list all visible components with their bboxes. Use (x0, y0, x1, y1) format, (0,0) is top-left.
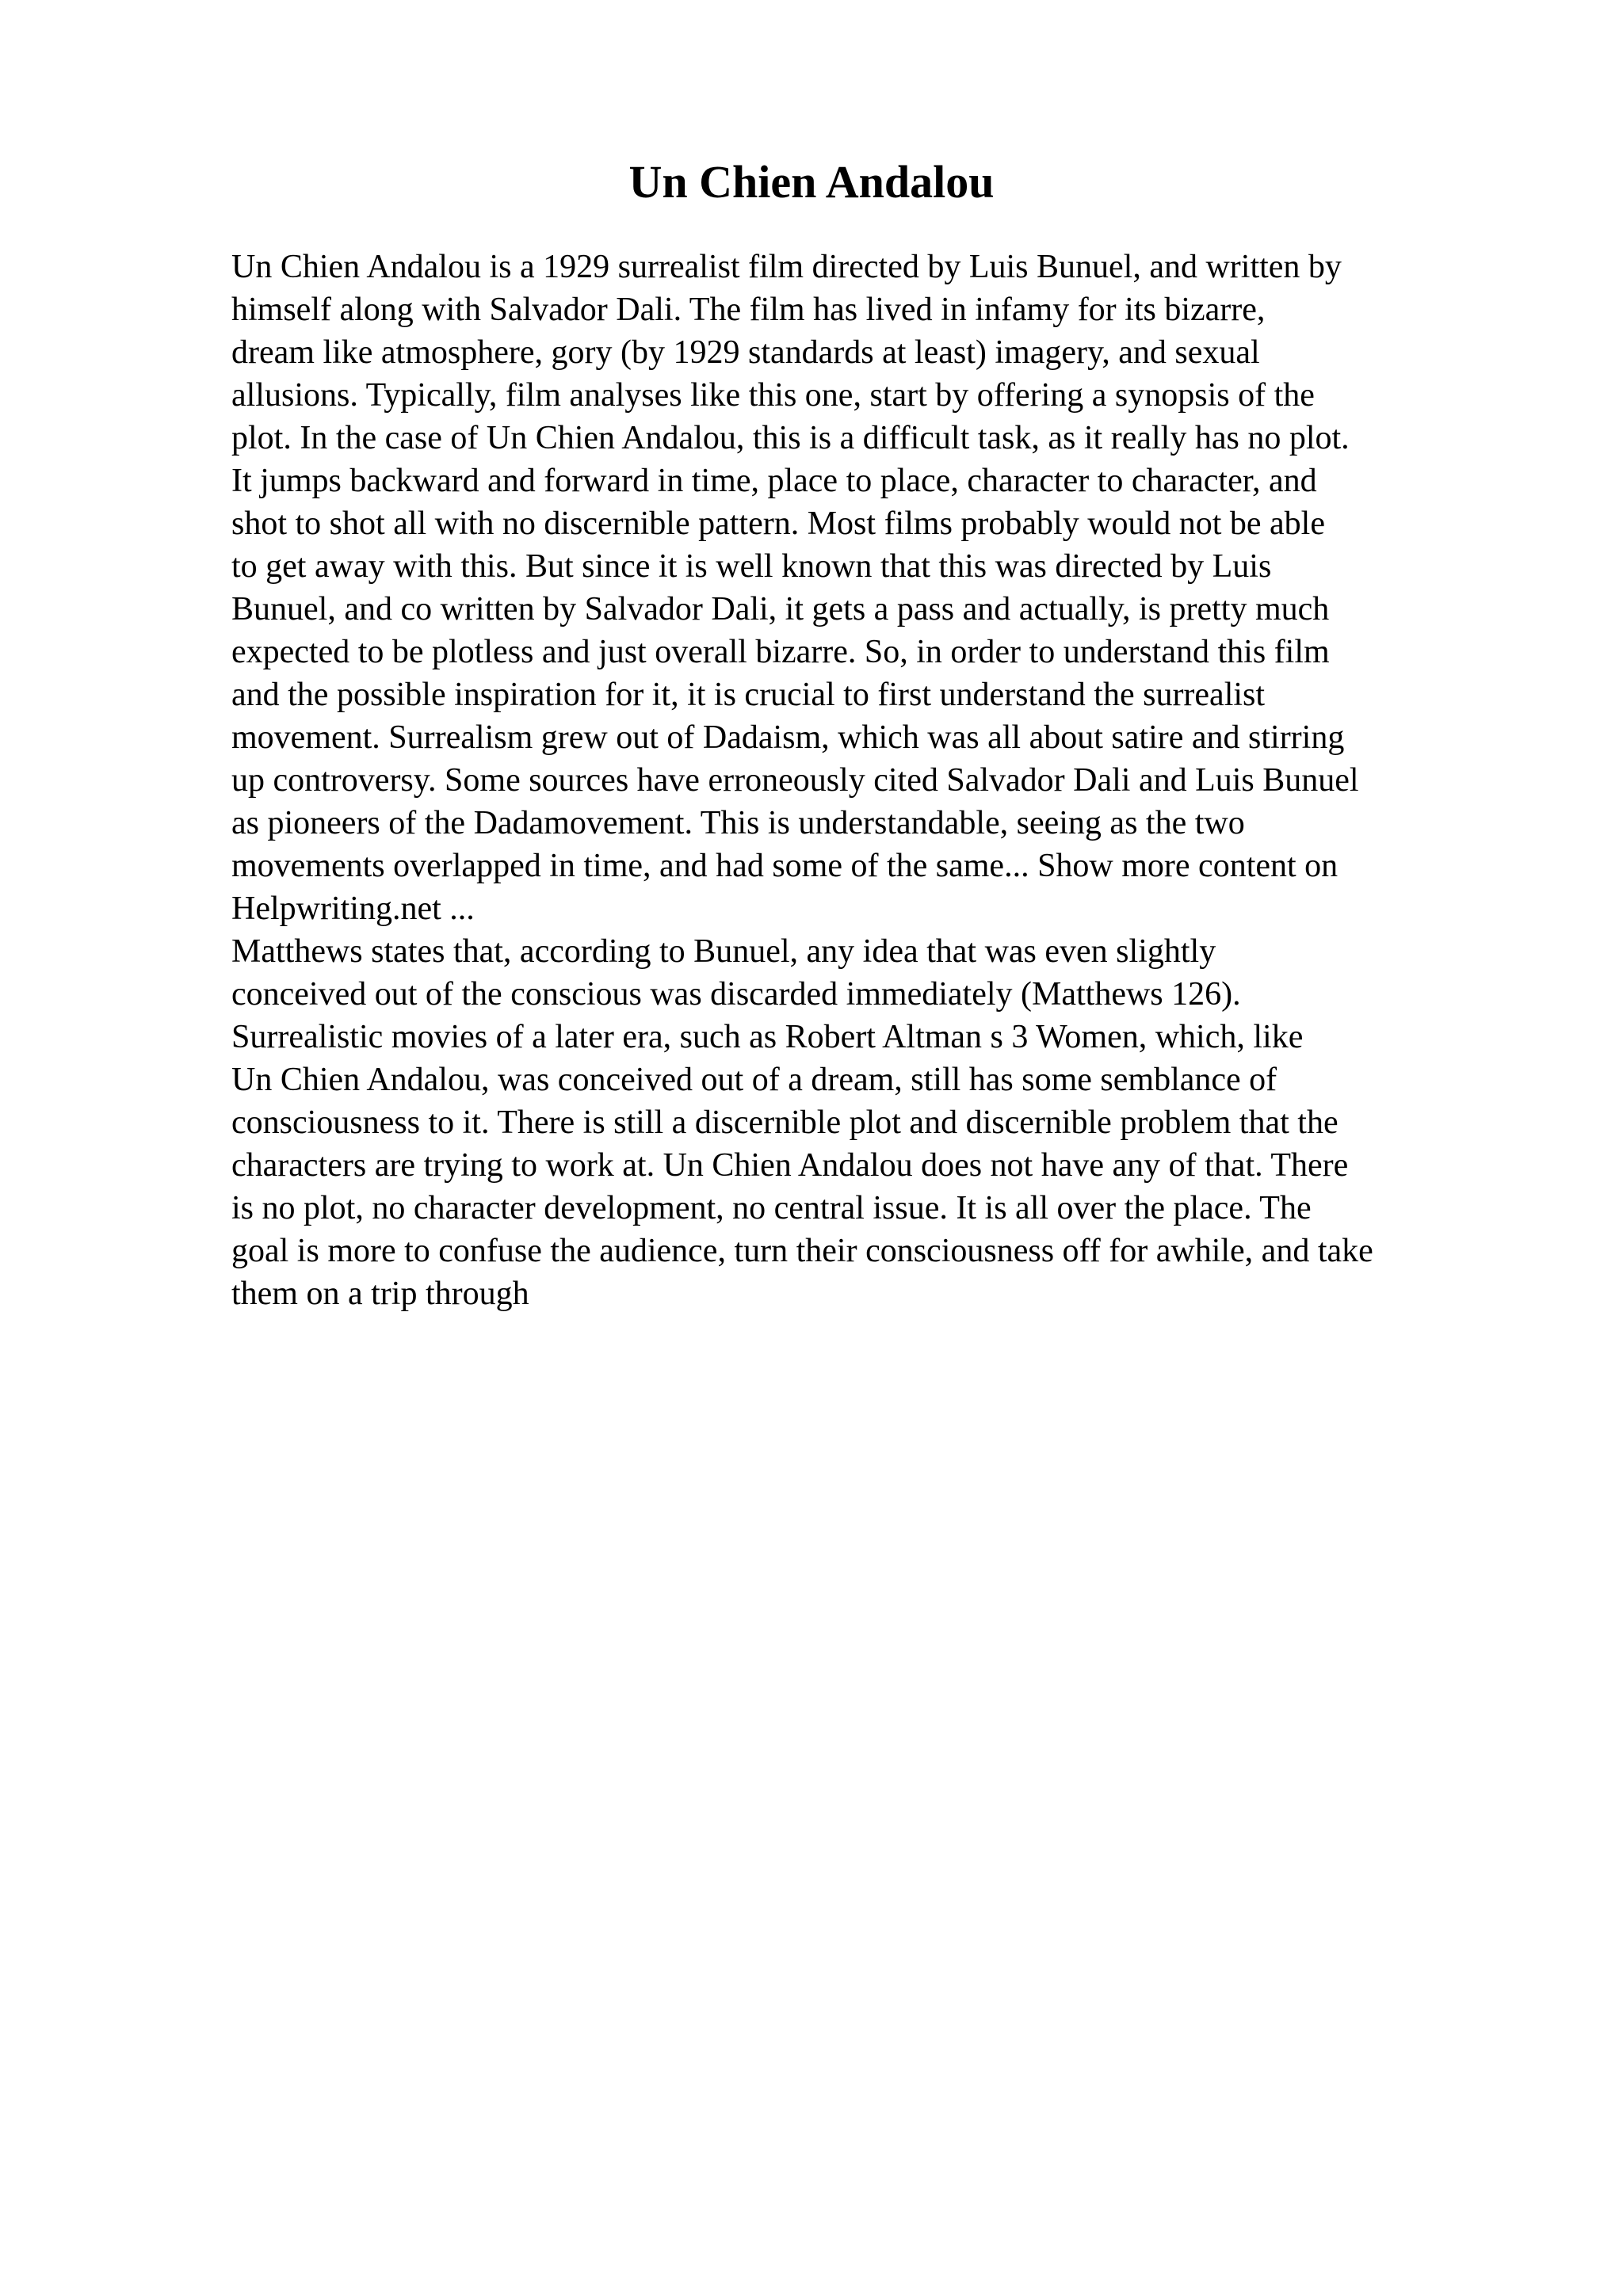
body-line: plot. In the case of Un Chien Andalou, this is a difficult task, as it really has no plot. (231, 420, 1350, 456)
body-line: conceived out of the conscious was discarded immediately (Matthews 126). (231, 976, 1241, 1013)
body-line: dream like atmosphere, gory (by 1929 standards at least) imagery, and sexual (231, 334, 1260, 371)
body-line: Helpwriting.net ... (231, 891, 475, 927)
body-line: to get away with this. But since it is well known that this was directed by Luis (231, 548, 1272, 585)
body-line: allusions. Typically, film analyses like this one, start by offering a synopsis of the (231, 377, 1315, 414)
body-line: Un Chien Andalou, was conceived out of a dream, still has some semblance of (231, 1062, 1277, 1098)
body-line: shot to shot all with no discernible pattern. Most films probably would not be able (231, 505, 1325, 542)
body-line: Surrealistic movies of a later era, such as Robert Altman s 3 Women, which, like (231, 1019, 1304, 1055)
body-line: It jumps backward and forward in time, place to place, character to character, and (231, 463, 1317, 499)
body-line: is no plot, no character development, no central issue. It is all over the place. The (231, 1190, 1312, 1226)
body-line: movement. Surrealism grew out of Dadaism, which was all about satire and stirring (231, 719, 1345, 756)
body-line: characters are trying to work at. Un Chien Andalou does not have any of that. There (231, 1147, 1349, 1184)
document-body (231, 246, 1515, 1315)
body-line: movements overlapped in time, and had some of the same... Show more content on (231, 848, 1338, 884)
body-line: consciousness to it. There is still a discernible plot and discernible problem that the (231, 1104, 1338, 1141)
body-line: expected to be plotless and just overall bizarre. So, in order to understand this film (231, 634, 1330, 670)
body-line: Bunuel, and co written by Salvador Dali, it gets a pass and actually, is pretty much (231, 591, 1330, 627)
document-title: Un Chien Andalou (628, 156, 995, 208)
body-line: and the possible inspiration for it, it is crucial to first understand the surrealist (231, 677, 1266, 713)
body-line: them on a trip through (231, 1276, 529, 1312)
body-line: goal is more to confuse the audience, turn their consciousness off for awhile, and take (231, 1233, 1373, 1269)
body-line: Matthews states that, according to Bunuel, any idea that was even slightly (231, 933, 1216, 970)
body-line: himself along with Salvador Dali. The film has lived in infamy for its bizarre, (231, 292, 1266, 328)
body-line: Un Chien Andalou is a 1929 surrealist film directed by Luis Bunuel, and written by (231, 249, 1342, 285)
body-line: as pioneers of the Dadamovement. This is understandable, seeing as the two (231, 805, 1245, 841)
body-line: up controversy. Some sources have erroneously cited Salvador Dali and Luis Bunuel (231, 762, 1359, 799)
